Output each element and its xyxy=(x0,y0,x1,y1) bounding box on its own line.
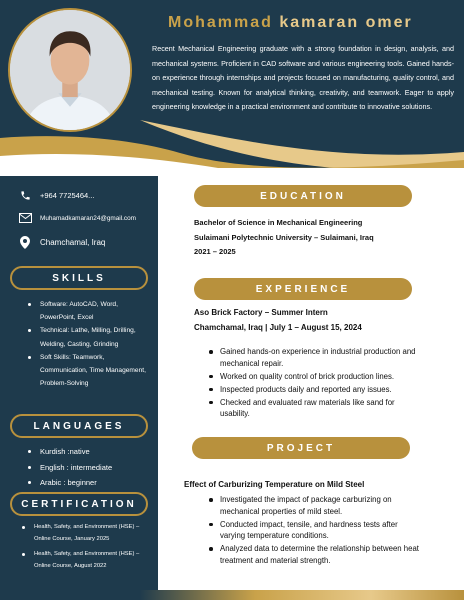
experience-role: Aso Brick Factory – Summer Intern xyxy=(194,308,328,317)
languages-list xyxy=(14,444,150,491)
list-item: Worked on quality control of brick production lines. xyxy=(206,371,416,383)
education-details xyxy=(194,216,454,260)
list-item: Technical: Lathe, Milling, Drilling, Welding, Casting, Grinding xyxy=(14,324,150,350)
list-item: Inspected products daily and reported any issues. xyxy=(206,384,416,396)
contact-email xyxy=(18,211,136,225)
list-item: Soft Skills: Teamwork, Communication, Time Management, Problem-Solving xyxy=(14,351,150,391)
list-item: Conducted impact, tensile, and hardness tests after varying temperature conditions. xyxy=(206,519,424,542)
degree: Bachelor of Science in Mechanical Engineering xyxy=(194,218,363,227)
contact-location xyxy=(18,235,105,249)
education-heading: EDUCATION xyxy=(194,185,412,207)
list-item: Health, Safety, and Environment (HSE) – Online Course, January 2025 xyxy=(14,522,150,545)
list-item: Checked and evaluated raw materials like sand for usability. xyxy=(206,397,416,420)
project-details xyxy=(184,478,459,493)
skills-heading: SKILLS xyxy=(10,266,148,290)
list-item: Kurdish :native xyxy=(14,444,150,460)
certification-list xyxy=(14,522,150,576)
phone-number: +964 7725464... xyxy=(40,190,95,200)
skills-list xyxy=(14,298,150,390)
list-item: Arabic : beginner xyxy=(14,475,150,491)
email-address: Muhamadkamaran24@gmail.com xyxy=(40,214,136,222)
first-name: Mohammad xyxy=(168,14,273,31)
location-text: Chamchamal, Iraq xyxy=(40,237,106,247)
experience-heading: EXPERIENCE xyxy=(194,278,412,300)
candidate-name xyxy=(168,14,448,32)
profile-photo xyxy=(8,8,132,132)
experience-location-dates: Chamchamal, Iraq | July 1 – August 15, 2024 xyxy=(194,322,362,332)
list-item: English : intermediate xyxy=(14,460,150,476)
contact-phone xyxy=(18,188,94,202)
list-item: Analyzed data to determine the relationship between heat treatment and material strength. xyxy=(206,543,424,566)
project-bullets xyxy=(206,494,424,568)
sidebar xyxy=(0,176,158,590)
location-pin-icon xyxy=(18,235,32,249)
phone-icon xyxy=(18,188,32,202)
list-item: Software: AutoCAD, Word, PowerPoint, Excel xyxy=(14,298,150,324)
languages-heading: LANGUAGES xyxy=(10,414,148,438)
header-banner xyxy=(0,0,464,168)
experience-details xyxy=(194,306,459,335)
list-item: Investigated the impact of package carburizing on mechanical properties of mild steel. xyxy=(206,494,424,517)
profile-summary: Recent Mechanical Engineering graduate with a strong foundation in design, analysis, and mechanical systems. Proficient in CAD software and various engineering tools. Gained hands-on experience through internships and projects focused on manufacturing, quality control, and mechanical testing. Known for analytical thinking, creativity, and teamwork. Eager to apply engineering knowledge in a practical environment and contribute to innovative solutions. xyxy=(152,44,454,112)
last-name: kamaran omer xyxy=(279,14,413,31)
email-icon xyxy=(18,211,32,225)
footer-gradient-bar xyxy=(0,590,464,600)
project-name: Effect of Carburizing Temperature on Mild Steel xyxy=(184,480,365,489)
list-item: Gained hands-on experience in industrial production and mechanical repair. xyxy=(206,346,416,369)
certification-heading: CERTIFICATION xyxy=(10,492,148,516)
experience-bullets xyxy=(206,346,416,421)
school: Sulaimani Polytechnic University – Sulaimani, Iraq xyxy=(194,232,374,242)
project-heading: PROJECT xyxy=(192,437,410,459)
education-years: 2021 – 2025 xyxy=(194,247,236,256)
list-item: Health, Safety, and Environment (HSE) – Online Course, August 2022 xyxy=(14,549,150,572)
